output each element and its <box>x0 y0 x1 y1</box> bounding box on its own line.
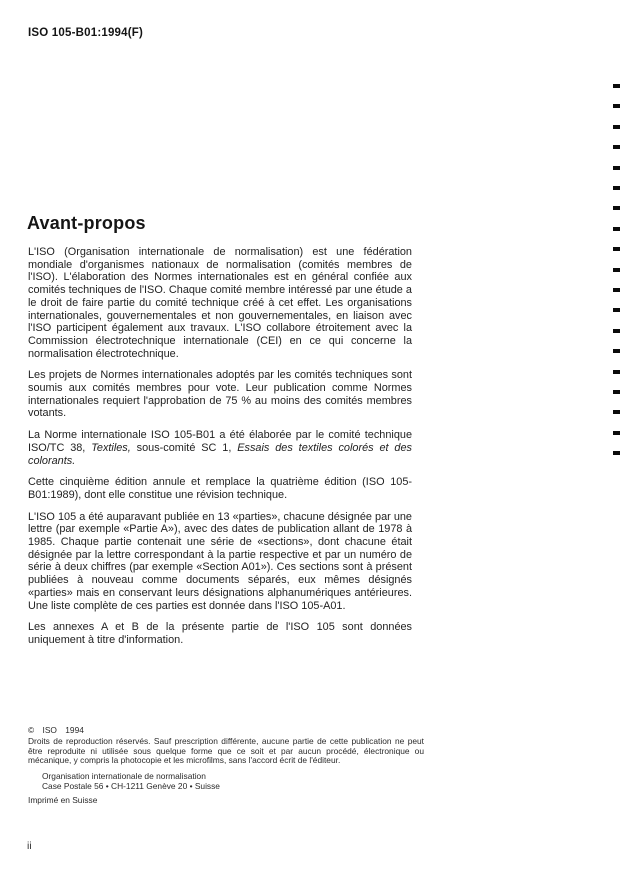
scan-edge-mark <box>613 329 620 333</box>
copyright-notice: © ISO 1994 <box>28 725 84 735</box>
page-number: ii <box>27 840 32 852</box>
scan-edge-mark <box>613 166 620 170</box>
scan-edge-mark <box>613 268 620 272</box>
rights-notice: Droits de reproduction réservés. Sauf prescription différente, aucune partie de cette publication ne peut être reproduite ni utilisée sous quelque forme que ce soit et par aucun procédé, électronique ou mécanique, y compris la photocopie et les microfilms, sans l'accord écrit de l'éditeur. <box>28 735 424 766</box>
page-title: Avant-propos <box>27 213 146 233</box>
paragraph-3-subcommittee-title: Essais des textiles colorés et des colorants. <box>28 441 412 467</box>
scan-edge-mark <box>613 390 620 394</box>
scan-edge-mark <box>613 247 620 251</box>
publisher-name: Organisation internationale de normalisation <box>42 771 206 782</box>
scan-edge-mark <box>613 288 620 292</box>
publisher-block <box>28 772 424 792</box>
foreword-paragraph-1: L'ISO (Organisation internationale de normalisation) est une fédération mondiale d'organismes nationaux de normalisation (comités membres de l'ISO). L'élaboration des Normes internationales est en général confiée aux comités techniques de l'ISO. Chaque comité membre intéressé par une étude a le droit de faire partie du comité technique créé à cet effet. Les organisations internationales, gouvernementales et non gouvernementales, en liaison avec l'ISO participent également aux travaux. L'ISO collabore étroitement avec la Commission électrotechnique internationale (CEI) en ce qui concerne la normalisation électrotechnique. <box>28 246 412 360</box>
publisher-address: Case Postale 56 • CH-1211 Genève 20 • Suisse <box>42 780 220 791</box>
foreword-paragraph-3 <box>28 429 412 467</box>
scan-edge-mark <box>613 206 620 210</box>
scan-edge-mark <box>613 410 620 414</box>
foreword-paragraph-5: L'ISO 105 a été auparavant publiée en 13 «parties», chacune désignée par une lettre (par exemple «Partie A»), avec des dates de publication allant de 1978 à 1985. Chaque partie contenait une série de «sections», dont chacune était désignée par la lettre correspondant à la partie respective et par un numéro de série à deux chiffres (par exemple «Section A01»). Ces sections sont à présent publiées à nouveau comme documents séparés, eux mêmes désignés «parties» mais en conservant leurs désignations alphanumériques antérieures. Une liste complète de ces parties est donnée dans l'ISO 105-A01. <box>28 510 412 612</box>
paragraph-3-mid: sous-comité SC 1, <box>130 441 238 454</box>
scan-edge-mark <box>613 370 620 374</box>
scan-edge-mark <box>613 308 620 312</box>
foreword-paragraph-6: Les annexes A et B de la présente partie de l'ISO 105 sont données uniquement à titre d'information. <box>28 621 412 646</box>
scan-edge-mark <box>613 349 620 353</box>
paragraph-3-committee-title: Textiles, <box>91 441 131 454</box>
scan-edge-mark <box>613 125 620 129</box>
paragraph-3-lead: La Norme internationale ISO 105-B01 a été élaborée par le comité technique ISO/TC 38, <box>28 429 412 454</box>
foreword-paragraph-4: Cette cinquième édition annule et remplace la quatrième édition (ISO 105-B01:1989), dont elle constitue une révision technique. <box>28 476 412 501</box>
imprint-block <box>28 726 424 806</box>
foreword-body <box>28 246 412 656</box>
scan-edge-mark <box>613 227 620 231</box>
document-reference: ISO 105-B01:1994(F) <box>28 27 144 39</box>
scan-edge-mark <box>613 431 620 435</box>
scan-edge-mark <box>613 451 620 455</box>
scan-edge-mark <box>613 145 620 149</box>
scan-edge-mark <box>613 104 620 108</box>
foreword-paragraph-2: Les projets de Normes internationales adoptés par les comités techniques sont soumis aux comités membres pour vote. Leur publication comme Normes internationales requiert l'approbation de 75 % au moins des comités membres votants. <box>28 369 412 420</box>
printed-in-notice: Imprimé en Suisse <box>28 794 98 805</box>
scan-edge-mark <box>613 84 620 88</box>
scan-edge-mark <box>613 186 620 190</box>
